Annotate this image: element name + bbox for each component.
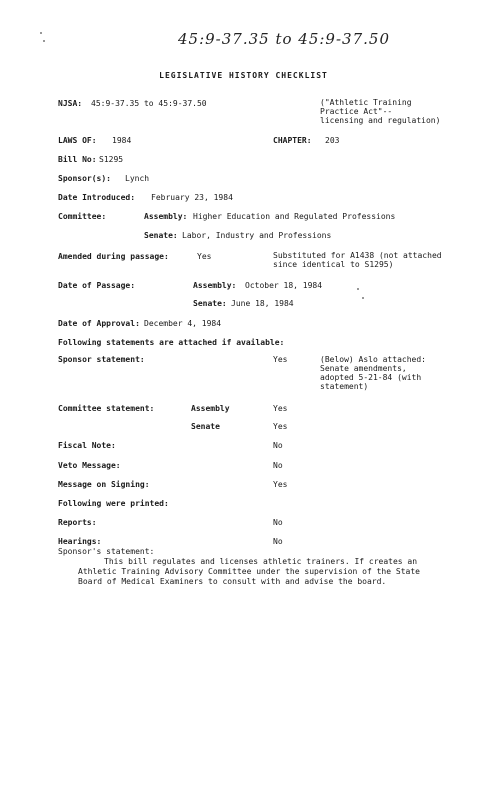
passage-assembly-label: Assembly: (193, 281, 237, 290)
committee-statement-assembly-label: Assembly (191, 404, 230, 413)
date-of-approval-label: Date of Approval: (58, 319, 140, 328)
sponsor-statement-note-line-3: adopted 5-21-84 (with (320, 373, 422, 382)
njsa-note-line-1: ("Athletic Training (320, 98, 412, 107)
chapter-value: 203 (325, 136, 340, 145)
scan-speck (362, 297, 364, 299)
passage-assembly-value: October 18, 1984 (245, 281, 323, 290)
sponsors-statement-body: This bill regulates and licenses athletic trainers. If creates an Athletic Training Advisory Committee under the supervision of the State Board of Medical Examiners to consult with and advise the board. (78, 557, 420, 586)
amended-label: Amended during passage: (58, 252, 169, 261)
date-introduced-label: Date Introduced: (58, 193, 136, 202)
bill-no-label: Bill No: (58, 155, 97, 164)
sponsors-statement-heading: Sponsor's statement: (58, 547, 155, 556)
following-printed-heading: Following were printed: (58, 499, 169, 508)
amended-value: Yes (197, 252, 212, 261)
date-of-passage-label: Date of Passage: (58, 281, 136, 290)
committee-label: Committee: (58, 212, 107, 221)
following-attached-heading: Following statements are attached if available: (58, 338, 285, 347)
sponsor-statement-value: Yes (273, 355, 288, 364)
committee-statement-label: Committee statement: (58, 404, 155, 413)
veto-message-value: No (273, 461, 283, 470)
committee-statement-assembly-value: Yes (273, 404, 288, 413)
reports-label: Reports: (58, 518, 97, 527)
sponsor-statement-note-line-1: (Below) Aslo attached: (320, 355, 426, 364)
sponsor-statement-label: Sponsor statement: (58, 355, 145, 364)
sponsor-statement-note-line-2: Senate amendments, (320, 364, 407, 373)
njsa-note-line-2: Practice Act"-- (320, 107, 393, 116)
handwritten-statute-range: 45:9-37.35 to 45:9-37.50 (178, 30, 390, 48)
committee-assembly-label: Assembly: (144, 212, 188, 221)
sponsors-label: Sponsor(s): (58, 174, 111, 183)
njsa-label: NJSA: (58, 99, 83, 108)
hearings-label: Hearings: (58, 537, 102, 546)
hearings-value: No (273, 537, 283, 546)
date-introduced-value: February 23, 1984 (151, 193, 233, 202)
fiscal-note-label: Fiscal Note: (58, 441, 116, 450)
scan-speck (357, 288, 359, 290)
passage-senate-value: June 18, 1984 (231, 299, 294, 308)
message-on-signing-value: Yes (273, 480, 288, 489)
njsa-value: 45:9-37.35 to 45:9-37.50 (91, 99, 207, 108)
scan-speck (40, 32, 42, 34)
bill-no-value: S1295 (99, 155, 124, 164)
amended-note-line-1: Substituted for A1438 (not attached (273, 251, 442, 260)
reports-value: No (273, 518, 283, 527)
date-of-approval-value: December 4, 1984 (144, 319, 222, 328)
veto-message-label: Veto Message: (58, 461, 121, 470)
njsa-note-line-3: licensing and regulation) (320, 116, 441, 125)
chapter-label: CHAPTER: (273, 136, 312, 145)
scan-speck (43, 40, 45, 42)
committee-assembly-value: Higher Education and Regulated Professions (193, 212, 396, 221)
passage-senate-label: Senate: (193, 299, 227, 308)
committee-statement-senate-label: Senate (191, 422, 220, 431)
committee-senate-label: Senate: (144, 231, 178, 240)
page-title: LEGISLATIVE HISTORY CHECKLIST (159, 71, 328, 80)
sponsor-statement-note-line-4: statement) (320, 382, 369, 391)
committee-senate-value: Labor, Industry and Professions (182, 231, 332, 240)
committee-statement-senate-value: Yes (273, 422, 288, 431)
amended-note-line-2: since identical to S1295) (273, 260, 394, 269)
sponsors-value: Lynch (125, 174, 150, 183)
laws-of-value: 1984 (112, 136, 132, 145)
message-on-signing-label: Message on Signing: (58, 480, 150, 489)
fiscal-note-value: No (273, 441, 283, 450)
laws-of-label: LAWS OF: (58, 136, 97, 145)
